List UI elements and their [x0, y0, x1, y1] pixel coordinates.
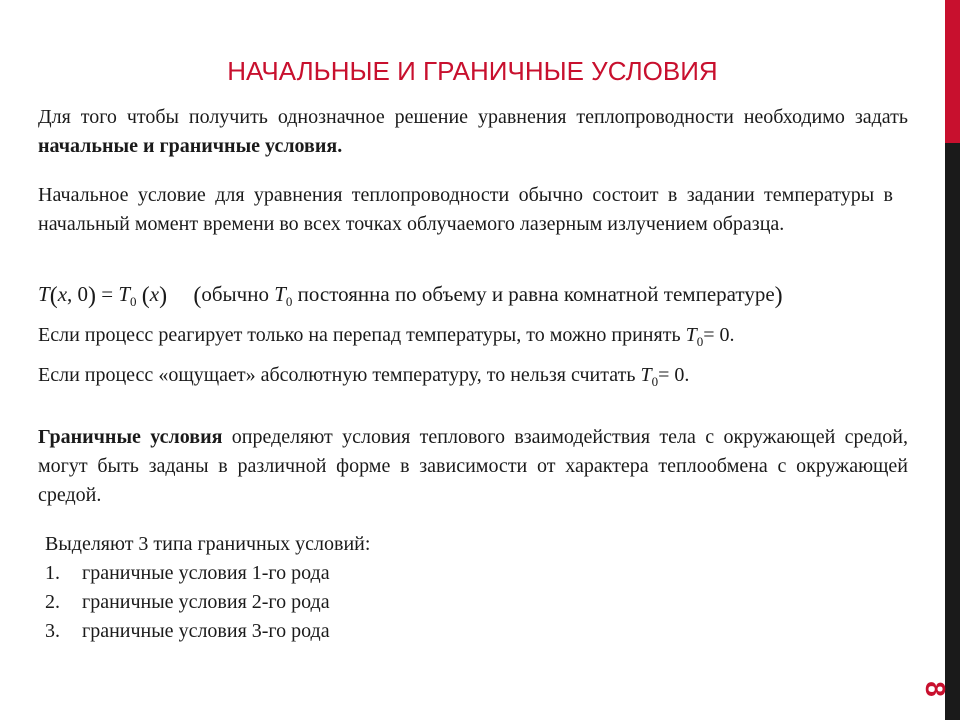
- boundary-types-list: [45, 530, 370, 646]
- types-intro: Выделяют 3 типа граничных условий:: [45, 533, 371, 555]
- formula-paren: ): [88, 283, 97, 309]
- side-bar-dark: [945, 143, 960, 720]
- condition-line: [38, 364, 689, 390]
- initial-condition-paragraph: Начальное условие для уравнения теплопроводности обычно состоит в задании температуры в начальный момент времени во всех точках облучаемого лазерным излучением образца.: [38, 184, 893, 235]
- intro-bold-text: начальные и граничные условия.: [38, 135, 343, 157]
- formula-paren: (: [141, 283, 150, 309]
- formula-T: T: [38, 282, 50, 306]
- condition-sub: 0: [651, 374, 659, 389]
- boundary-text: определяют условия теплового взаимодействия тела с окружающей средой, могут быть заданы в различной форме в зависимости от характера теплообмена с окружающей средой.: [38, 426, 909, 506]
- condition-text: Если процесс реагирует только на перепад температуры, то можно принять: [38, 324, 686, 346]
- intro-paragraph: [38, 103, 908, 161]
- boundary-bold-text: Граничные условия: [38, 426, 223, 448]
- list-item-label: граничные условия 3-го рода: [82, 620, 330, 642]
- formula-x: x: [57, 282, 68, 306]
- boundary-paragraph: [38, 423, 908, 510]
- list-item-label: граничные условия 2-го рода: [82, 591, 330, 613]
- condition-T: T: [640, 364, 652, 386]
- condition-post: = 0.: [658, 364, 690, 386]
- list-item: [45, 617, 370, 646]
- note-paren: ): [774, 283, 783, 309]
- intro-text: Для того чтобы получить однозначное решение уравнения теплопроводности необходимо задать: [38, 106, 908, 128]
- list-item-number: 3.: [45, 620, 60, 642]
- side-bar-red: [945, 0, 960, 143]
- formula-note-post: постоянна по объему и равна комнатной температуре: [292, 282, 775, 306]
- condition-sub: 0: [696, 334, 704, 349]
- list-item-label: граничные условия 1-го рода: [82, 562, 330, 584]
- formula-x2: x: [149, 282, 160, 306]
- condition-text: Если процесс «ощущает» абсолютную температуру, то нельзя считать: [38, 364, 641, 386]
- list-item: [45, 588, 370, 617]
- formula-note-sub: 0: [285, 294, 293, 310]
- formula-paren: (: [49, 283, 58, 309]
- list-item-number: 2.: [45, 591, 60, 613]
- formula-paren: ): [159, 283, 168, 309]
- condition-T: T: [685, 324, 697, 346]
- note-paren: (: [193, 283, 202, 309]
- formula-sub: 0: [130, 294, 137, 310]
- condition-post: = 0.: [703, 324, 735, 346]
- formula-zero: 0: [77, 282, 89, 306]
- list-item: [45, 559, 370, 588]
- formula-note-T: T: [274, 282, 286, 306]
- page-number: 8: [920, 681, 951, 697]
- initial-condition-formula: T(x, $0) = T_0$ (x) (обычно $T_0$ постоянна по объему и равна комнатной температуре): [38, 282, 783, 310]
- formula-T0: T: [118, 282, 131, 306]
- slide-title: НАЧАЛЬНЫЕ И ГРАНИЧНЫЕ УСЛОВИЯ: [227, 56, 718, 86]
- formula-note-pre: обычно: [201, 282, 275, 306]
- list-item-number: 1.: [45, 562, 60, 584]
- condition-line: [38, 324, 734, 350]
